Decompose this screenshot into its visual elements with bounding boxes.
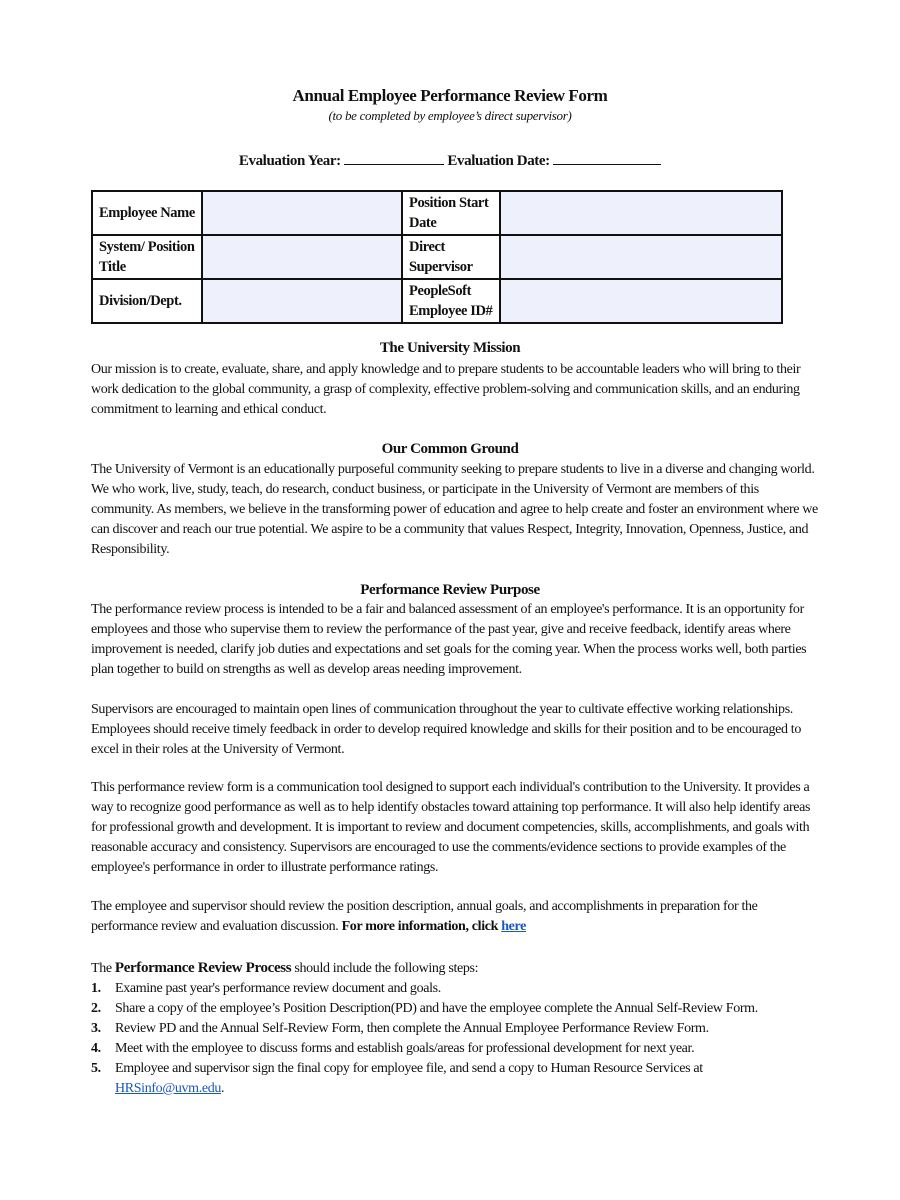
- process-intro: [91, 958, 821, 979]
- step-number: 5.: [91, 1061, 101, 1076]
- division-dept-label: Division/Dept.: [92, 279, 202, 323]
- direct-supervisor-field[interactable]: [500, 235, 782, 279]
- list-item: [91, 1019, 821, 1039]
- direct-supervisor-label: Direct Supervisor: [402, 235, 500, 279]
- position-title-label: System/ Position Title: [92, 235, 202, 279]
- evaluation-date-label: Evaluation Date:: [447, 153, 550, 169]
- process-intro-bold: Performance Review Process: [114, 960, 292, 976]
- table-row: [92, 191, 782, 235]
- purpose-paragraph: Supervisors are encouraged to maintain open lines of communication throughout the year to cultivate effective working relationships. Employees should receive timely feedback in order to develop required knowledge and skills for their position and to be encouraged to excel in their roles at the University of Vermont.: [91, 702, 801, 757]
- purpose-paragraph: This performance review form is a communication tool designed to support each individual's contribution to the University. It provides a way to recognize good performance as well as to help identify obstacles toward attaining top performance. It will also help identify areas for professional growth and development. It is important to review and document competencies, skills, accomplishments, and goals with reasonable accuracy and consistency. Supervisors are encouraged to use the comments/evidence sections to provide examples of the employee's performance in order to illustrate performance ratings.: [91, 780, 811, 875]
- evaluation-date-field[interactable]: [553, 150, 661, 165]
- employee-name-field[interactable]: [202, 191, 402, 235]
- step-number: 2.: [91, 1001, 101, 1016]
- list-item: [91, 999, 821, 1019]
- mission-text: Our mission is to create, evaluate, share, and apply knowledge and to prepare students to be accountable leaders who will bring to their work dedication to the global community, a grasp of complexity, effective problem-solving and communication skills, and an enduring commitment to learning and ethical conduct.: [91, 362, 801, 417]
- position-title-field[interactable]: [202, 235, 402, 279]
- position-start-date-field[interactable]: [500, 191, 782, 235]
- closing-text: The employee and supervisor should review the position description, annual goals, and accomplishments in preparation for the performance review and evaluation discussion.: [91, 899, 758, 934]
- step-text: Employee and supervisor sign the final copy for employee file, and send a copy to Human Resource Services at: [115, 1061, 703, 1076]
- step-text: Review PD and the Annual Self-Review Form, then complete the Annual Employee Performance Review Form.: [115, 1021, 709, 1036]
- employee-info-table: [91, 190, 783, 324]
- form-title: Annual Employee Performance Review Form: [292, 86, 608, 105]
- list-item: [91, 1059, 821, 1099]
- evaluation-row: [0, 150, 900, 170]
- process-steps: [91, 979, 821, 1099]
- common-ground-heading: Our Common Ground: [381, 441, 519, 457]
- more-info-link[interactable]: here: [501, 919, 526, 934]
- step-number: 1.: [91, 981, 101, 996]
- process-section: [91, 958, 821, 1099]
- step-text: Meet with the employee to discuss forms and establish goals/areas for professional development for next year.: [115, 1041, 695, 1056]
- list-item: [91, 1039, 821, 1059]
- process-intro-pre: The: [91, 961, 112, 976]
- table-row: [92, 235, 782, 279]
- position-start-date-label: Position Start Date: [402, 191, 500, 235]
- step-text-end: .: [221, 1081, 225, 1096]
- table-row: [92, 279, 782, 323]
- list-item: [91, 979, 821, 999]
- common-ground-text: The University of Vermont is an educationally purposeful community seeking to prepare students to live in a diverse and changing world. We who work, live, study, teach, do research, conduct business, or participate in the University of Vermont are members of this community. As members, we believe in the transforming power of education and agree to help create and foster an environment where we can discover and reach our true potential. We aspire to be a community that values Respect, Integrity, Innovation, Openness, Justice, and Responsibility.: [91, 462, 818, 557]
- step-text: Examine past year's performance review document and goals.: [115, 981, 441, 996]
- evaluation-year-label: Evaluation Year:: [238, 153, 341, 169]
- employee-id-label: PeopleSoft Employee ID#: [402, 279, 500, 323]
- division-dept-field[interactable]: [202, 279, 402, 323]
- employee-id-field[interactable]: [500, 279, 782, 323]
- step-number: 4.: [91, 1041, 101, 1056]
- closing-bold: For more information, click: [341, 919, 499, 934]
- purpose-paragraph: The performance review process is intended to be a fair and balanced assessment of an employee's performance. It is an opportunity for employees and those who supervise them to review the performance of the past year, give and receive feedback, identify areas where improvement is needed, clarify job duties and expectations and set goals for the coming year. When the process works well, both parties plan together to build on strengths as well as develop areas needing improvement.: [91, 602, 807, 677]
- hr-email-link[interactable]: HRSinfo@uvm.edu: [115, 1081, 222, 1096]
- mission-heading: The University Mission: [379, 340, 521, 356]
- process-intro-post: should include the following steps:: [294, 961, 479, 976]
- form-subtitle: (to be completed by employee’s direct supervisor): [328, 108, 572, 123]
- purpose-heading: Performance Review Purpose: [360, 582, 540, 598]
- evaluation-year-field[interactable]: [344, 150, 444, 165]
- purpose-closing: [91, 897, 821, 937]
- employee-name-label: Employee Name: [92, 191, 202, 235]
- step-text: Share a copy of the employee’s Position Description(PD) and have the employee complete the Annual Self-Review Form.: [115, 1001, 758, 1016]
- step-number: 3.: [91, 1021, 101, 1036]
